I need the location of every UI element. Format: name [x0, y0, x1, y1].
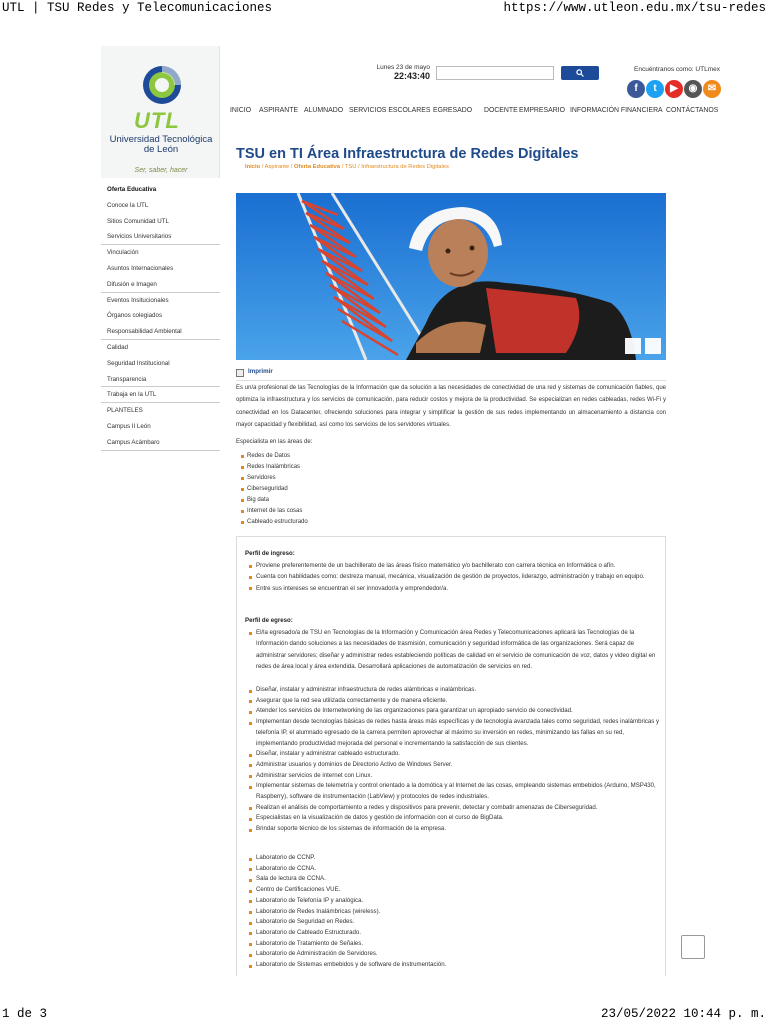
lab-item: Laboratorio de CCNA. — [249, 864, 661, 875]
lab-item: Centro de Certificaciones VUE. — [249, 885, 661, 896]
skills-list — [249, 685, 661, 835]
lab-item: Laboratorio de Tratamiento de Señales. — [249, 939, 661, 950]
utl-logo-mark-icon — [141, 64, 183, 106]
sidebar-item[interactable]: Campus II León — [107, 422, 151, 430]
print-label: Imprimir — [248, 368, 273, 375]
labs-list — [249, 853, 661, 971]
sidebar-item[interactable]: Órganos colegiados — [107, 312, 163, 320]
skill-item: Implementan desde tecnologías básicas de redes hasta áreas más específicas y de tecnología avanzada tales como seguridad, redes inalámbricas y telefonía IP, el alumnado egresado de la carrera permiten aprovechar al máximo su inversión en redes, minimizando las fallas en su red, implementando productividad mejorada del personal e incrementando la satisfacción de sus clientes. — [249, 717, 661, 749]
sidebar-item[interactable]: Seguridad Institucional — [107, 359, 170, 367]
nav-item[interactable]: EMPRESARIO — [519, 107, 565, 114]
sidebar-item[interactable]: Sitios Comunidad UTL — [107, 217, 169, 225]
sidebar-item[interactable]: Campus Acámbaro — [101, 435, 220, 451]
skill-item: Administrar servicios de internet con Linux. — [249, 771, 661, 782]
print-header — [0, 0, 768, 18]
hero-photo-icon — [236, 193, 666, 360]
breadcrumb-separator: / — [289, 164, 294, 170]
sidebar-item[interactable]: Difusión e Imagen — [101, 277, 220, 293]
print-page-number: 1 de 3 — [2, 1007, 48, 1021]
slider-prev-button[interactable] — [625, 338, 641, 354]
lab-item: Sala de lectura de CCNA. — [249, 874, 661, 885]
areas-list — [241, 451, 308, 528]
print-page-url: https://www.utleon.edu.mx/tsu-redes — [503, 1, 766, 15]
facebook-icon[interactable] — [627, 80, 645, 98]
area-item: Cableado estructurado — [241, 517, 308, 528]
social-glyph: t — [653, 83, 657, 94]
program-description: Es un/a profesional de las Tecnologías de la Información que da solución a las necesidades de conectividad de una red y sistemas de comunicación fiables, que optimiza la infraestructura y los servicios de comunicación, para reducir costos y mejora de la productividad. Se especializan en redes cableadas, redes Wi-Fi y conectividad en los Datacenter, ofreciendo soluciones para integrar y simplificar la gestión de sus redes implementando un almacenamiento a distancia con mayor capacidad y flexibilidad, así como los servicios de los servidores virtuales. — [236, 385, 666, 429]
nav-item[interactable]: CONTÁCTANOS — [666, 107, 719, 114]
sidebar-item[interactable]: PLANTELES — [107, 407, 143, 415]
sidebar-item[interactable]: Trabaja en la UTL — [101, 387, 220, 403]
area-item: Redes de Datos — [241, 451, 308, 462]
sidebar-item[interactable]: Asuntos Internacionales — [107, 264, 174, 272]
lab-item: Laboratorio de Redes Inalámbricas (wireless). — [249, 907, 661, 918]
sidebar-item[interactable]: Calidad — [107, 343, 128, 351]
instagram-icon[interactable] — [684, 80, 702, 98]
egreso-title: Perfil de egreso: — [245, 617, 293, 624]
sidebar-item[interactable]: Transparencia — [101, 372, 220, 388]
nav-item[interactable]: SERVICIOS ESCOLARES — [349, 107, 431, 114]
nav-item[interactable]: INFORMACIÓN FINANCIERA — [570, 107, 663, 114]
skill-item: Realizan el análisis de comportamiento a redes y dispositivos para prevenir, detectar y combatir amenazas de Ciberseguridad. — [249, 803, 661, 814]
nav-item[interactable]: INICIO — [230, 107, 252, 114]
lab-item: Laboratorio de Cableado Estructurado. — [249, 928, 661, 939]
social-glyph: f — [634, 83, 638, 94]
areas-title: Especialista en las áreas de: — [236, 439, 313, 445]
area-item: Internet de las cosas — [241, 506, 308, 517]
breadcrumb-item[interactable]: TSU — [344, 164, 357, 170]
sidebar-item[interactable]: Servicios Universitarios — [101, 229, 220, 245]
print-page-title: UTL | TSU Redes y Telecomunicaciones — [2, 1, 273, 15]
content-divider — [236, 380, 666, 381]
breadcrumb-separator: / — [356, 164, 362, 170]
breadcrumb-separator: / — [260, 164, 265, 170]
breadcrumb-item[interactable]: Infraestructura de Redes Digitales — [361, 164, 449, 170]
profile-panel — [236, 536, 666, 976]
social-glyph: ◉ — [688, 83, 698, 94]
twitter-icon[interactable] — [646, 80, 664, 98]
find-us-label: Encuéntranos como: UTLmex — [634, 66, 720, 73]
current-date: Lunes 23 de mayo — [376, 64, 430, 71]
print-datetime: 23/05/2022 10:44 p. m. — [600, 1007, 766, 1021]
egreso-list — [249, 627, 661, 673]
area-item: Ciberseguridad — [241, 484, 308, 495]
printer-icon — [236, 369, 244, 377]
ingreso-title: Perfil de ingreso: — [245, 550, 295, 557]
ingreso-item: Cuenta con habilidades como: destreza manual, mecánica, visualización de gestión de proyectos, liderazgo, administración y trabajo en equipo. — [249, 571, 661, 582]
search-icon — [576, 69, 584, 77]
egreso-intro: El/la egresado/a de TSU en Tecnologías de la Información y Comunicación área Redes y Telecomunicaciones aplicará las Tecnologías de la Información dando soluciones a las necesidades de trasmisión, comunicación y seguridad informática de las organizaciones. Será capaz de administrar servidores; diseñar y administrar redes estableciendo políticas de calidad en el servicio de comunicación de voz, datos y video digital en redes de área local y área extendida. Desarrollará aplicaciones de automatización de servicios en red. — [249, 627, 661, 673]
search-input[interactable] — [436, 66, 554, 80]
slider-next-button[interactable] — [645, 338, 661, 354]
social-glyph: ✉ — [707, 83, 717, 94]
skill-item: Administrar usuarios y dominios de Directorio Activo de Windows Server. — [249, 760, 661, 771]
lab-item: Laboratorio de CCNP. — [249, 853, 661, 864]
skill-item: Diseñar, instalar y administrar cableado estructurado. — [249, 749, 661, 760]
nav-item[interactable]: ASPIRANTE — [259, 107, 299, 114]
sidebar-item[interactable]: Conoce la UTL — [107, 201, 149, 209]
area-item: Servidores — [241, 473, 308, 484]
scroll-to-top-button[interactable] — [681, 935, 705, 959]
ingreso-item: Entre sus intereses se encuentran el ser innovador/a y emprendedor/a. — [249, 583, 661, 594]
breadcrumb-item[interactable]: Inicio — [245, 164, 261, 170]
logo-motto: Ser, saber, hacer — [134, 167, 188, 174]
youtube-icon[interactable] — [665, 80, 683, 98]
area-item: Redes Inalámbricas — [241, 462, 308, 473]
skill-item: Especialistas en la visualización de datos y gestión de información con el curso de BigData. — [249, 813, 661, 824]
area-item: Big data — [241, 495, 308, 506]
page-title: TSU en TI Área Infraestructura de Redes Digitales — [236, 146, 579, 162]
breadcrumb — [245, 164, 449, 170]
skill-item: Atender los servicios de Internetworking de las organizaciones para garantizar un apropiado servicio de conectividad. — [249, 706, 661, 717]
sidebar — [101, 182, 220, 451]
sidebar-item[interactable]: Responsabilidad Ambiental — [101, 324, 220, 340]
sidebar-item[interactable]: Eventos Insitucionales — [107, 296, 169, 304]
hero-image — [236, 193, 666, 360]
date-time — [360, 64, 430, 81]
skill-item: Brindar soporte técnico de los sistemas de información de la empresa. — [249, 824, 661, 835]
lab-item: Laboratorio de Administración de Servidores. — [249, 949, 661, 960]
ingreso-list — [249, 560, 661, 594]
breadcrumb-item[interactable]: Aspirante — [264, 164, 290, 170]
lab-item: Laboratorio de Seguridad en Redes. — [249, 917, 661, 928]
breadcrumb-separator: / — [340, 164, 345, 170]
logo-acronym: UTL — [134, 108, 180, 133]
print-footer — [0, 1006, 768, 1024]
search-button[interactable] — [561, 66, 599, 80]
email-icon[interactable] — [703, 80, 721, 98]
sidebar-item[interactable]: Oferta Educativa — [107, 186, 157, 193]
logo-university-name: Universidad Tecnológica de León — [109, 134, 213, 155]
breadcrumb-item[interactable]: Oferta Educativa — [294, 164, 341, 170]
nav-item[interactable]: DOCENTE — [484, 107, 518, 114]
nav-item[interactable]: EGRESADO — [433, 107, 473, 114]
skill-item: Asegurar que la red sea utilizada correctamente y de manera eficiente. — [249, 696, 661, 707]
sidebar-item[interactable]: Vinculación — [107, 249, 139, 257]
lab-item: Laboratorio de Sistemas embebidos y de software de instrumentación. — [249, 960, 661, 971]
skill-item: Diseñar, instalar y administrar infraestructura de redes alámbricas e inalámbricas. — [249, 685, 661, 696]
utl-logo[interactable] — [101, 46, 220, 178]
current-time: 22:43:40 — [393, 71, 430, 81]
ingreso-item: Proviene preferentemente de un bachillerato de las áreas físico matemático y/o bachillerato con carrera técnica en Informática o afín. — [249, 560, 661, 571]
nav-item[interactable]: ALUMNADO — [304, 107, 344, 114]
skill-item: Implementar sistemas de telemetría y control orientado a la domótica y al Internet de las cosas, empleando sistemas embebidos (Arduino, MSP430, Raspberry), software de instrumentación (LabView) y protocolos de redes industriales. — [249, 781, 661, 802]
social-glyph: ▶ — [670, 83, 678, 94]
lab-item: Laboratorio de Telefonía IP y analógica. — [249, 896, 661, 907]
